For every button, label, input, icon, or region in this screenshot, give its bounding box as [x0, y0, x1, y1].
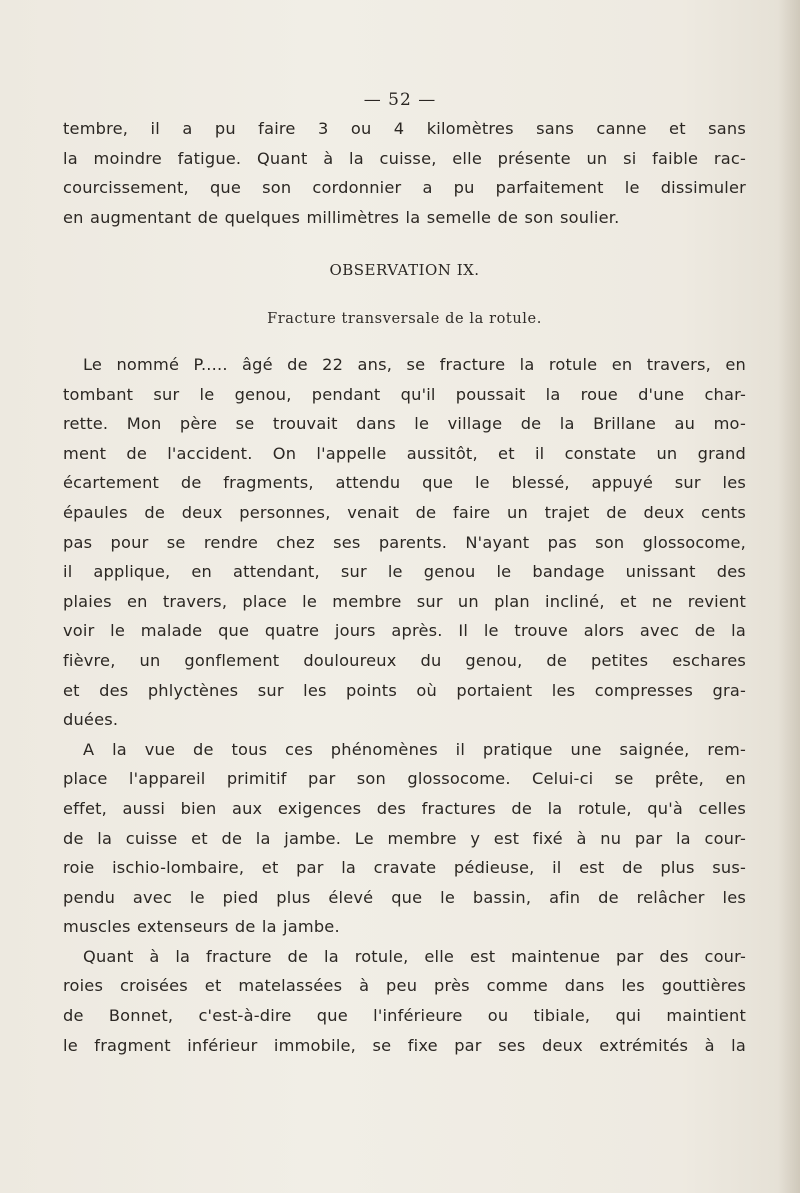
text-line: de la cuisse et de la jambe. Le membre y est fixé à nu par la cour- — [63, 828, 746, 848]
text-line: le fragment inférieur immobile, se fixe par ses deux extrémités à la — [63, 1035, 746, 1055]
text-line: pendu avec le pied plus élevé que le bassin, afin de relâcher les — [63, 887, 746, 907]
observation-subtitle: Fracture transversale de la rotule. — [267, 311, 542, 327]
text-line: A la vue de tous ces phénomènes il pratique une saignée, rem- — [83, 739, 746, 759]
text-line: rette. Mon père se trouvait dans le village de la Brillane au mo- — [63, 414, 746, 434]
text-line: Le nommé P..... âgé de 22 ans, se fracture la rotule en travers, en — [83, 355, 746, 374]
paragraph-1 — [63, 350, 746, 1060]
text-line: et des phlyctènes sur les points où portaient les compresses gra- — [63, 680, 746, 700]
text-line: ment de l'accident. On l'appelle aussitôt, et il constate un grand — [63, 443, 746, 463]
text-line: il applique, en attendant, sur le genou le bandage unissant des — [63, 562, 746, 582]
text-line: plaies en travers, place le membre sur un plan incliné, et ne revient — [63, 591, 746, 611]
text-line: effet, aussi bien aux exigences des fractures de la rotule, qu'à celles — [63, 798, 746, 818]
text-line: courcissement, que son cordonnier a pu parfaitement le dissimuler — [63, 178, 746, 198]
text-line: muscles extenseurs de la jambe. — [63, 917, 340, 937]
text-line: la moindre fatigue. Quant à la cuisse, elle présente un si faible rac- — [63, 148, 746, 168]
text-line: duées. — [63, 710, 119, 730]
text-line: épaules de deux personnes, venait de faire un trajet de deux cents — [63, 502, 746, 522]
page-number: — 52 — — [363, 90, 437, 110]
text-line: voir le malade que quatre jours après. Il le trouve alors avec de la — [63, 621, 746, 641]
observation-heading — [63, 261, 746, 279]
text-line: roies croisées et matelassées à peu près comme dans les gouttières — [63, 976, 746, 996]
text-line: fièvre, un gonflement douloureux du genou, de petites eschares — [63, 650, 746, 670]
text-line: Quant à la fracture de la rotule, elle est maintenue par des cour- — [83, 946, 746, 966]
text-line: pas pour se rendre chez ses parents. N'ayant pas son glossocome, — [63, 532, 746, 552]
observation-subheading — [63, 311, 746, 327]
text-line: place l'appareil primitif par son glossocome. Celui-ci se prête, en — [63, 769, 746, 789]
text-line: tombant sur le genou, pendant qu'il poussait la roue d'une char- — [63, 384, 746, 404]
paragraph-intro — [63, 114, 746, 232]
text-line: roie ischio-lombaire, et par la cravate pédieuse, il est de plus sus- — [63, 858, 746, 878]
text-line: en augmentant de quelques millimètres la semelle de son soulier. — [63, 207, 620, 227]
text-line: tembre, il a pu faire 3 ou 4 kilomètres sans canne et sans — [63, 119, 746, 138]
text-line: écartement de fragments, attendu que le blessé, appuyé sur les — [63, 473, 746, 493]
text-line: de Bonnet, c'est-à-dire que l'inférieure ou tibiale, qui maintient — [63, 1006, 746, 1026]
observation-title: OBSERVATION IX. — [329, 261, 480, 279]
